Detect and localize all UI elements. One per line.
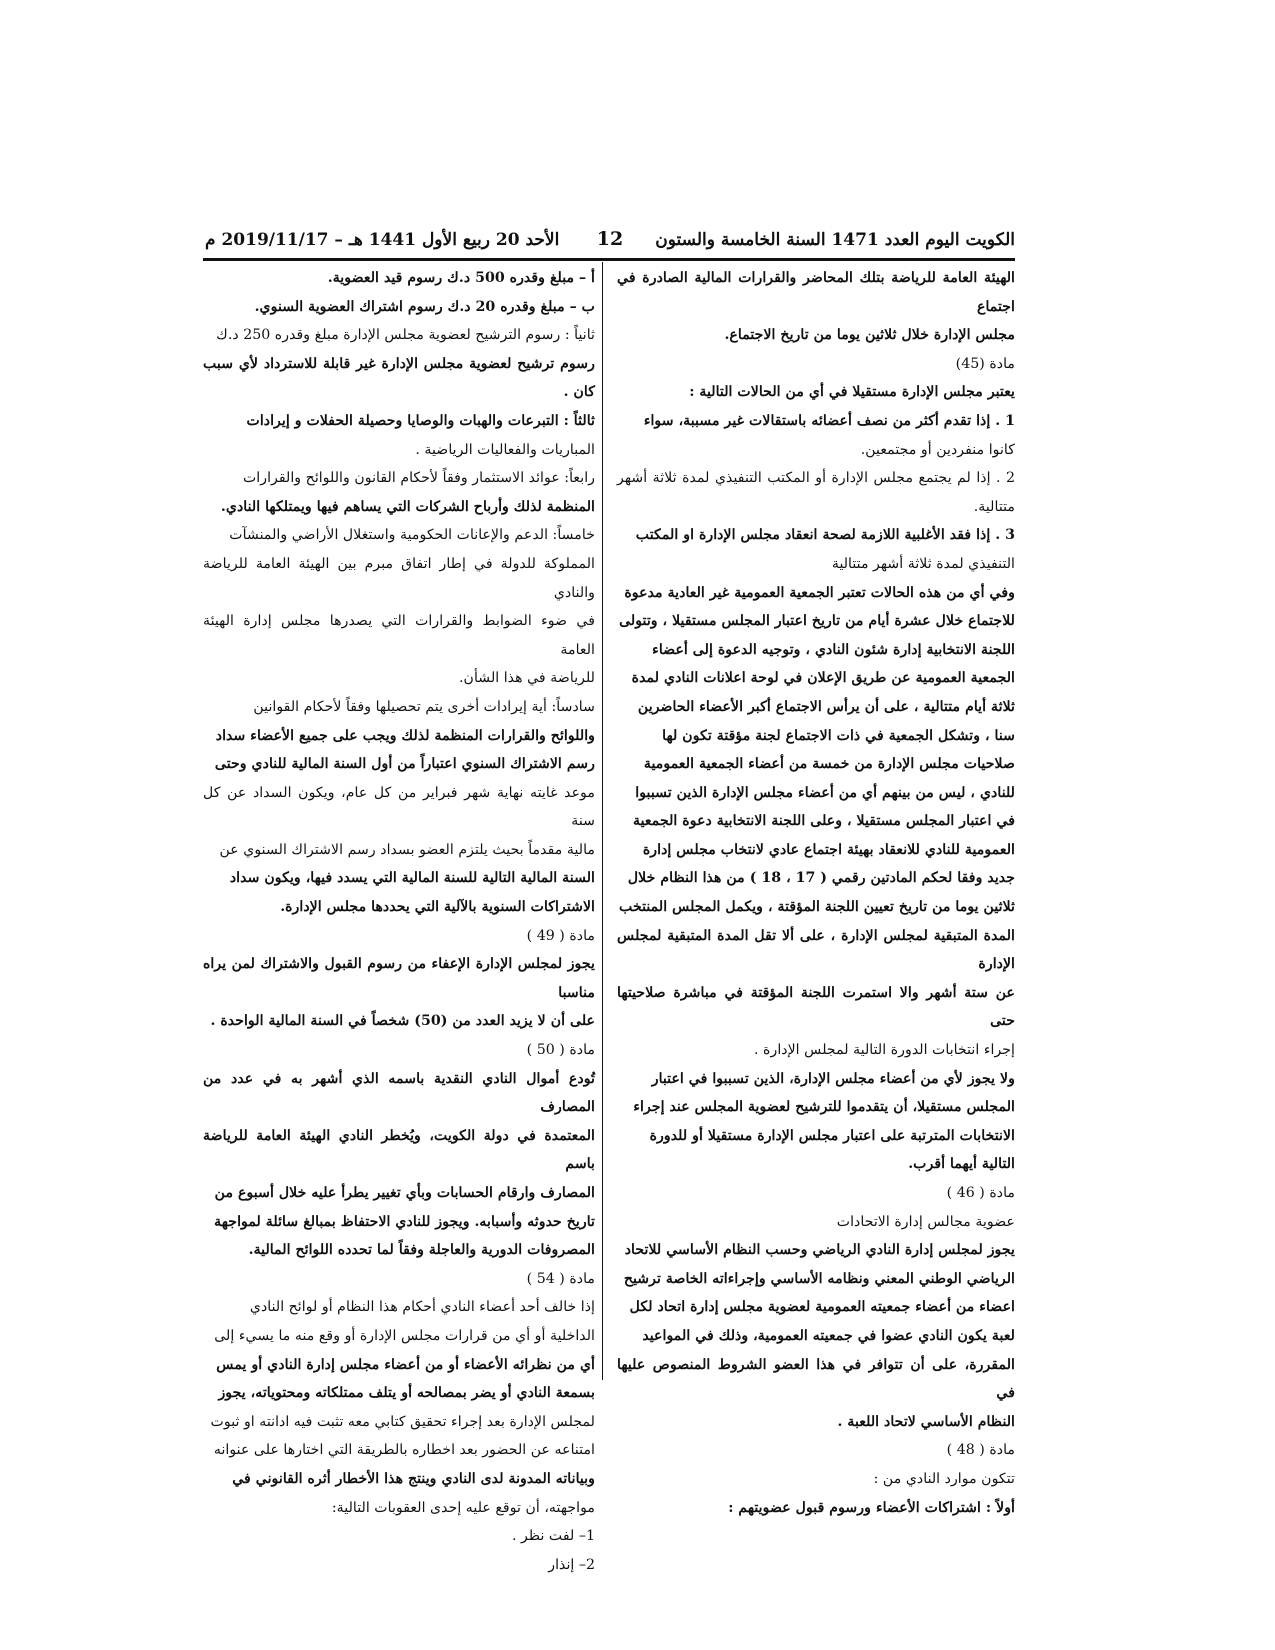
text-line: المصارف وارقام الحسابات وبأي تغيير يطرأ عليه خلال أسبوع من [214, 1185, 595, 1201]
text-line: ثالثاً : التبرعات والهبات والوصايا وحصيلة الحفلات و إيرادات [246, 412, 595, 429]
gazette-issue-info: الكويت اليوم العدد 1471 السنة الخامسة والستون [655, 230, 1015, 250]
text-line: إجراء انتخابات الدورة التالية لمجلس الإدارة . [754, 1042, 1015, 1059]
text-line: الداخلية أو أي من قرارات مجلس الإدارة أو وقع منه ما يسيء إلى [214, 1327, 595, 1344]
issue-date: الأحد 20 ربيع الأول 1441 هـ – 2019/11/17 م [205, 230, 560, 250]
text-line: للنادي ، ليس من بينهم أي من أعضاء مجلس الإدارة الذين تسببوا [635, 784, 1015, 801]
page-number: 12 [596, 228, 624, 250]
text-line: امتناعه عن الحضور بعد اخطاره بالطريقة التي اختارها على عنوانه [213, 1442, 595, 1459]
text-line: سنا ، وتشكل الجمعية في ذات الاجتماع لجنة مؤقتة تكون لها [662, 727, 1015, 744]
text-line: الرياضي الوطني المعني ونظامه الأساسي وإجراءاته الخاصة ترشيح [623, 1270, 1015, 1287]
text-line: تُودع أموال النادي النقدية باسمه الذي أشهر به في عدد من المصارف [203, 1070, 595, 1116]
text-line: ب – مبلغ وقدره 20 د.ك رسوم اشتراك العضوية السنوي. [254, 298, 595, 315]
text-line: الهيئة العامة للرياضة بتلك المحاضر والقرارات المالية الصادرة في اجتماع [617, 270, 1015, 315]
text-line: ثانياً : رسوم الترشيح لعضوية مجلس الإدارة مبلغ وقدره 250 د.ك [216, 327, 595, 344]
text-line: خامساً: الدعم والإعانات الحكومية واستغلال الأراضي والمنشآت [229, 527, 595, 544]
text-line: رسوم ترشيح لعضوية مجلس الإدارة غير قابلة للاسترداد لأي سبب كان . [203, 355, 595, 401]
text-line: تتكون موارد النادي من : [873, 1470, 1015, 1487]
text-line: النظام الأساسي لاتحاد اللعبة . [837, 1413, 1015, 1430]
text-line: اعضاء من أعضاء جمعيته العمومية لعضوية مجلس إدارة اتحاد لكل [629, 1299, 1015, 1316]
text-line: مادة (45) [955, 355, 1015, 372]
text-line: على أن لا يزيد العدد من (50) شخصاً في السنة المالية الواحدة . [210, 1013, 595, 1030]
text-line: بسمعة النادي أو يضر بمصالحه أو يتلف ممتلكاته ومحتوياته، يجوز [218, 1385, 595, 1402]
text-line: الجمعية العمومية عن طريق الإعلان في لوحة اعلانات النادي لمدة [631, 670, 1015, 687]
text-line: التنفيذي لمدة ثلاثة أشهر متتالية [831, 555, 1015, 572]
text-line: كانوا منفردين أو مجتمعين. [860, 441, 1015, 458]
text-line: 2– إنذار [548, 1556, 595, 1573]
text-line: مادة ( 54 ) [526, 1270, 595, 1287]
header-rule [203, 258, 1015, 261]
text-line: للاجتماع خلال عشرة أيام من تاريخ اعتبار المجلس مستقيلا ، وتتولى [619, 613, 1015, 630]
text-line: ثلاثة أيام متتالية ، على أن يرأس الاجتماع أكبر الأعضاء الحاضرين [637, 698, 1015, 715]
text-line: في اعتبار المجلس مستقيلا ، وعلى اللجنة الانتخابية دعوة الجمعية [633, 813, 1015, 830]
text-line: رابعاً: عوائد الاستثمار وفقاً لأحكام القانون واللوائح والقرارات [242, 470, 595, 487]
text-line: لعبة يكون النادي عضوا في جمعيته العمومية، وذلك في المواعيد [642, 1327, 1015, 1344]
text-line: سادساً: أية إيرادات أخرى يتم تحصيلها وفقاً لأحكام القوانين [253, 698, 595, 715]
text-line: مالية مقدماً بحيث يلتزم العضو بسداد رسم الاشتراك السنوي عن [219, 841, 595, 858]
text-line: العمومية للنادي للانعقاد بهيئة اجتماع عادي لانتخاب مجلس إدارة [642, 841, 1015, 858]
text-line: جديد وفقا لحكم المادتين رقمي ( 17 ، 18 ) من هذا النظام خلال [627, 870, 1015, 887]
text-line: مواجهته، أن توقع عليه إحدى العقوبات التالية: [331, 1499, 595, 1516]
text-line: عن ستة أشهر والا استمرت اللجنة المؤقتة في مباشرة صلاحيتها حتى [617, 984, 1015, 1030]
text-line: موعد غايته نهاية شهر فبراير من كل عام، ويكون السداد عن كل سنة [203, 784, 595, 830]
text-line: 3 . إذا فقد الأغلبية اللازمة لصحة انعقاد مجلس الإدارة او المكتب [635, 527, 1015, 544]
right-column [617, 264, 1015, 1522]
text-line: المدة المتبقية لمجلس الإدارة ، على ألا تقل المدة المتبقية لمجلس الإدارة [617, 927, 1015, 973]
text-line: مادة ( 50 ) [526, 1042, 595, 1059]
left-column [203, 264, 595, 1579]
text-line: المعتمدة في دولة الكويت، ويُخطر النادي الهيئة العامة للرياضة باسم [203, 1127, 595, 1173]
text-line: المقررة، على أن تتوافر في هذا العضو الشروط المنصوص عليها في [617, 1356, 1015, 1402]
text-line: المملوكة للدولة في إطار اتفاق مبرم بين الهيئة العامة للرياضة والنادي [203, 555, 595, 601]
text-line: 2 . إذا لم يجتمع مجلس الإدارة أو المكتب التنفيذي لمدة ثلاثة أشهر متتالية. [617, 470, 1015, 515]
text-line: رسم الاشتراك السنوي اعتباراً من أول السنة المالية للنادي وحتى [214, 756, 595, 773]
text-line: أ – مبلغ وقدره 500 د.ك رسوم قيد العضوية. [327, 270, 595, 286]
text-line: 1– لفت نظر . [511, 1528, 595, 1545]
text-line: يجوز لمجلس إدارة النادي الرياضي وحسب النظام الأساسي للاتحاد [624, 1242, 1015, 1259]
text-line: صلاحيات مجلس الإدارة من خمسة من أعضاء الجمعية العمومية [643, 756, 1015, 773]
text-line: أولاً : اشتراكات الأعضاء ورسوم قبول عضويتهم : [728, 1499, 1015, 1516]
text-line: في ضوء الضوابط والقرارات التي يصدرها مجلس إدارة الهيئة العامة [203, 613, 595, 658]
text-line: يجوز لمجلس الإدارة الإعفاء من رسوم القبول والاشتراك لمن يراه مناسبا [203, 956, 595, 1001]
text-line: الانتخابات المترتبة على اعتبار مجلس الإدارة مستقيلا أو للدورة [649, 1127, 1015, 1144]
text-line: اللجنة الانتخابية إدارة شئون النادي ، وتوجيه الدعوة إلى أعضاء [652, 641, 1015, 658]
text-line: مجلس الإدارة خلال ثلاثين يوما من تاريخ الاجتماع. [724, 327, 1015, 344]
text-line: السنة المالية التالية للسنة المالية التي يسدد فيها، ويكون سداد [229, 870, 595, 887]
text-line: تاريخ حدوثه وأسبابه. ويجوز للنادي الاحتفاظ بمبالغ سائلة لمواجهة [214, 1213, 595, 1230]
text-line: لمجلس الإدارة بعد إجراء تحقيق كتابي معه تثبت فيه ادانته او ثبوت [210, 1413, 595, 1430]
text-line: ثلاثين يوما من تاريخ تعيين اللجنة المؤقتة ، ويكمل المجلس المنتخب [619, 899, 1015, 916]
page-header [205, 230, 1015, 256]
text-line: للرياضة في هذا الشأن. [459, 670, 595, 687]
text-line: المصروفات الدورية والعاجلة وفقاً لما تحدده اللوائح المالية. [248, 1242, 595, 1259]
text-line: واللوائح والقرارات المنظمة لذلك ويجب على جميع الأعضاء سداد [215, 727, 595, 744]
text-line: وبياناته المدونة لدى النادي وينتج هذا الأخطار أثره القانوني في [232, 1470, 595, 1487]
text-line: وفي أي من هذه الحالات تعتبر الجمعية العمومية غير العادية مدعوة [624, 584, 1015, 601]
text-line: التالية أيهما أقرب. [908, 1156, 1015, 1173]
text-line: المباريات والفعاليات الرياضية . [415, 441, 595, 458]
text-line: الاشتراكات السنوية بالآلية التي يحددها مجلس الإدارة. [280, 899, 595, 916]
text-line: يعتبر مجلس الإدارة مستقيلا في أي من الحالات التالية : [689, 384, 1015, 401]
text-line: المجلس مستقيلا، أن يتقدموا للترشيح لعضوية المجلس عند إجراء [633, 1099, 1015, 1116]
text-line: إذا خالف أحد أعضاء النادي أحكام هذا النظام أو لوائح النادي [249, 1299, 595, 1316]
text-line: المنظمة لذلك وأرباح الشركات التي يساهم فيها ويمتلكها النادي. [220, 498, 595, 515]
text-line: مادة ( 49 ) [526, 927, 595, 944]
text-line: ولا يجوز لأي من أعضاء مجلس الإدارة، الذين تسببوا في اعتبار [651, 1070, 1015, 1087]
text-line: مادة ( 48 ) [946, 1442, 1015, 1459]
text-line: 1 . إذا تقدم أكثر من نصف أعضائه باستقالات غير مسببة، سواء [643, 412, 1015, 429]
text-line: عضوية مجالس إدارة الاتحادات [836, 1213, 1015, 1230]
text-line: مادة ( 46 ) [946, 1185, 1015, 1201]
text-line: أي من نظرائه الأعضاء أو من أعضاء مجلس إدارة النادي أو يمس [216, 1356, 595, 1373]
column-divider [602, 262, 603, 1380]
